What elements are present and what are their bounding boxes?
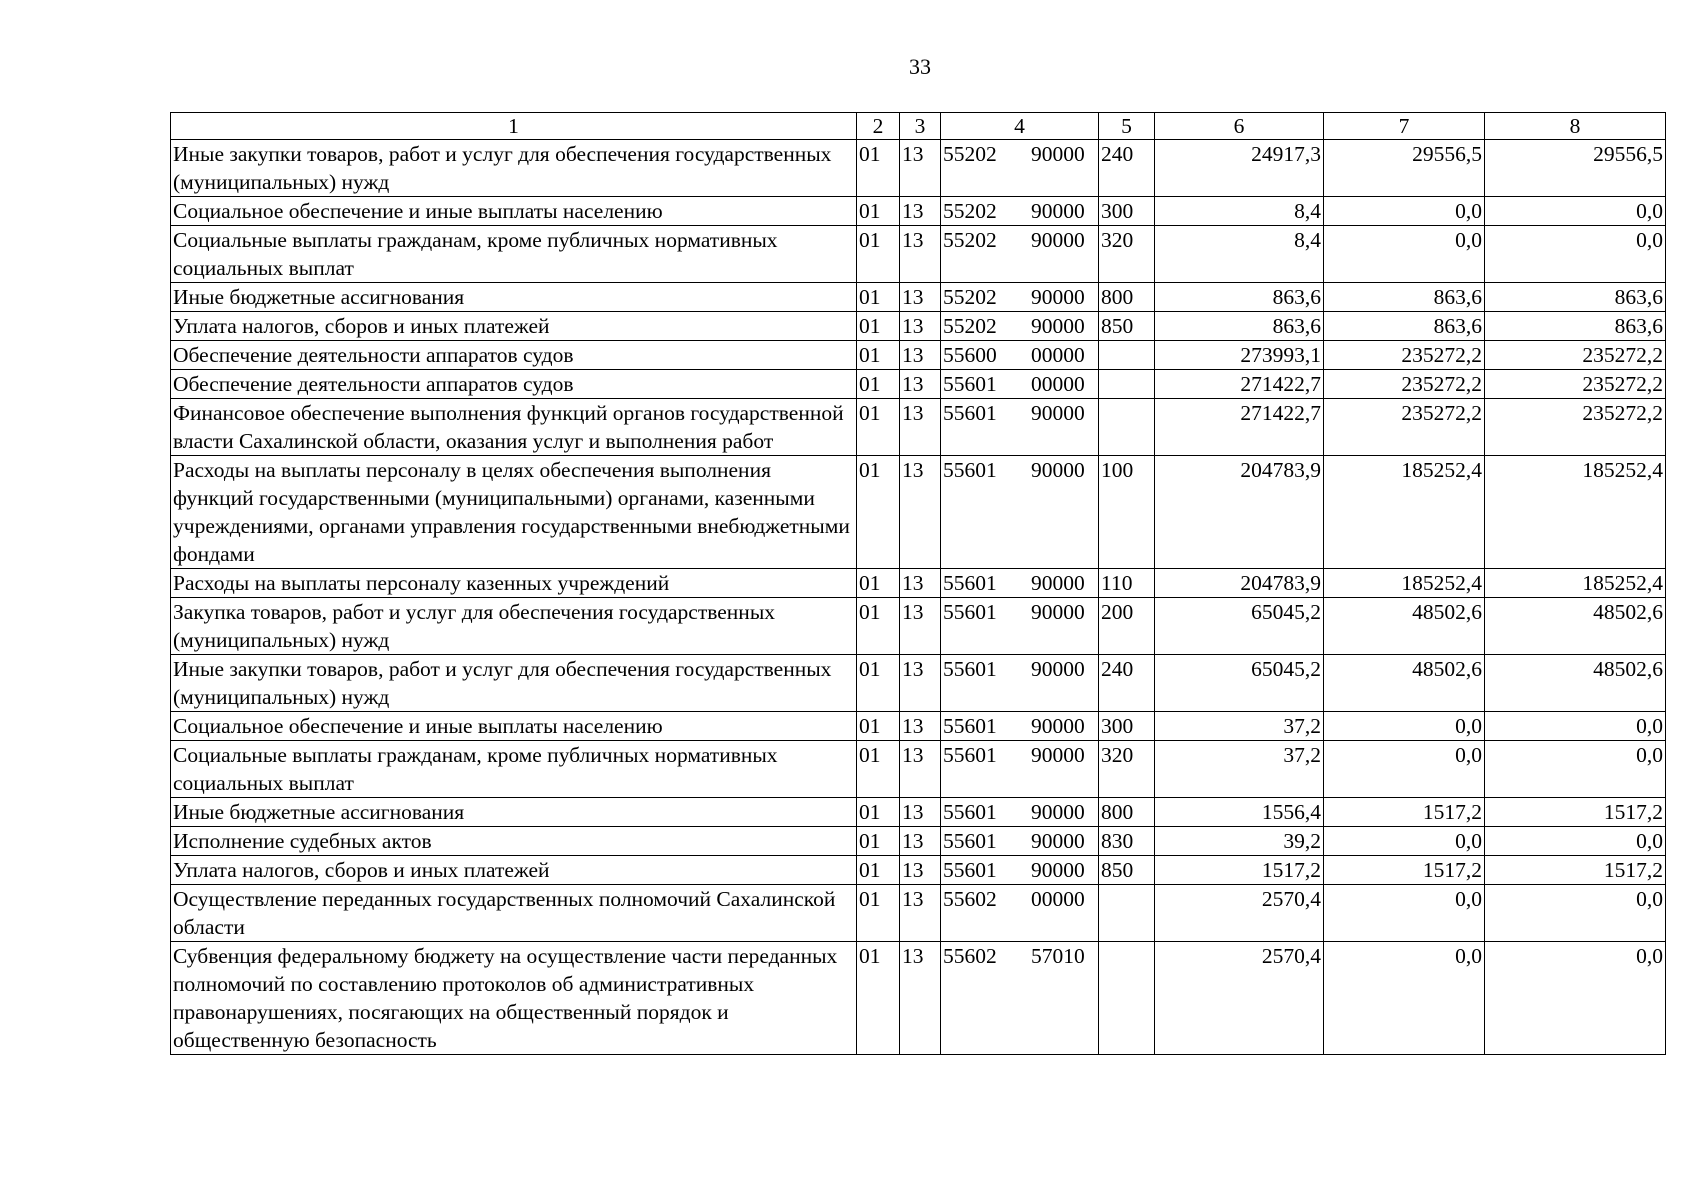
target-article-cell [941, 712, 1099, 741]
expense-type-cell [1099, 370, 1155, 399]
target-article-part2: 00000 [1031, 372, 1085, 396]
target-article-part2: 90000 [1031, 829, 1085, 853]
target-article-part2: 90000 [1031, 800, 1085, 824]
target-article-part2: 90000 [1031, 142, 1085, 166]
amount-col6-cell: 37,2 [1155, 741, 1324, 798]
subsection-code-cell: 13 [900, 655, 941, 712]
amount-col7-cell: 0,0 [1324, 942, 1485, 1055]
target-article-part2: 90000 [1031, 714, 1085, 738]
expense-type-cell [1099, 341, 1155, 370]
amount-col8-cell: 235272,2 [1485, 399, 1666, 456]
table-row [171, 741, 1666, 798]
expense-type-cell: 320 [1099, 226, 1155, 283]
row-name-cell: Социальные выплаты гражданам, кроме публичных нормативных социальных выплат [171, 741, 857, 798]
table-row [171, 569, 1666, 598]
row-name-cell: Исполнение судебных актов [171, 827, 857, 856]
section-code-cell: 01 [857, 741, 900, 798]
row-name-cell: Иные бюджетные ассигнования [171, 798, 857, 827]
target-article-cell [941, 856, 1099, 885]
amount-col6-cell: 24917,3 [1155, 140, 1324, 197]
table-row [171, 827, 1666, 856]
target-article-cell [941, 741, 1099, 798]
row-name-cell: Иные закупки товаров, работ и услуг для обеспечения государственных (муниципальных) нужд [171, 655, 857, 712]
target-article-part1: 55601 [943, 743, 997, 767]
target-article-part1: 55601 [943, 571, 997, 595]
target-article-cell [941, 798, 1099, 827]
table-row [171, 140, 1666, 197]
table-row [171, 712, 1666, 741]
table-row [171, 283, 1666, 312]
amount-col7-cell: 0,0 [1324, 226, 1485, 283]
row-name-cell: Субвенция федеральному бюджету на осуществление части переданных полномочий по составлению протоколов об административных правонарушениях, посягающих на общественный порядок и общественную безопасность [171, 942, 857, 1055]
amount-col7-cell: 1517,2 [1324, 798, 1485, 827]
expense-type-cell: 110 [1099, 569, 1155, 598]
subsection-code-cell: 13 [900, 942, 941, 1055]
expense-type-cell: 300 [1099, 197, 1155, 226]
target-article-part2: 00000 [1031, 887, 1085, 911]
header-cell: 7 [1324, 113, 1485, 140]
expense-type-cell: 100 [1099, 456, 1155, 569]
header-cell: 5 [1099, 113, 1155, 140]
table-row [171, 942, 1666, 1055]
target-article-part1: 55601 [943, 858, 997, 882]
expense-type-cell: 320 [1099, 741, 1155, 798]
section-code-cell: 01 [857, 312, 900, 341]
subsection-code-cell: 13 [900, 399, 941, 456]
section-code-cell: 01 [857, 341, 900, 370]
subsection-code-cell: 13 [900, 827, 941, 856]
amount-col7-cell: 29556,5 [1324, 140, 1485, 197]
amount-col8-cell: 0,0 [1485, 741, 1666, 798]
amount-col6-cell: 39,2 [1155, 827, 1324, 856]
table-row [171, 197, 1666, 226]
section-code-cell: 01 [857, 456, 900, 569]
target-article-part1: 55601 [943, 829, 997, 853]
target-article-part1: 55202 [943, 142, 997, 166]
expense-type-cell: 240 [1099, 140, 1155, 197]
amount-col6-cell: 2570,4 [1155, 885, 1324, 942]
target-article-part2: 90000 [1031, 314, 1085, 338]
target-article-part1: 55601 [943, 458, 997, 482]
expense-type-cell: 850 [1099, 312, 1155, 341]
amount-col6-cell: 863,6 [1155, 283, 1324, 312]
target-article-cell [941, 226, 1099, 283]
table-row [171, 226, 1666, 283]
header-cell: 2 [857, 113, 900, 140]
target-article-part1: 55602 [943, 887, 997, 911]
section-code-cell: 01 [857, 598, 900, 655]
subsection-code-cell: 13 [900, 197, 941, 226]
header-cell: 8 [1485, 113, 1666, 140]
table-row [171, 341, 1666, 370]
amount-col8-cell: 48502,6 [1485, 598, 1666, 655]
row-name-cell: Обеспечение деятельности аппаратов судов [171, 341, 857, 370]
row-name-cell: Иные закупки товаров, работ и услуг для обеспечения государственных (муниципальных) нужд [171, 140, 857, 197]
amount-col7-cell: 185252,4 [1324, 456, 1485, 569]
amount-col7-cell: 185252,4 [1324, 569, 1485, 598]
budget-table [170, 112, 1666, 1055]
target-article-part2: 57010 [1031, 944, 1085, 968]
target-article-cell [941, 655, 1099, 712]
subsection-code-cell: 13 [900, 598, 941, 655]
amount-col6-cell: 271422,7 [1155, 399, 1324, 456]
section-code-cell: 01 [857, 856, 900, 885]
row-name-cell: Социальные выплаты гражданам, кроме публичных нормативных социальных выплат [171, 226, 857, 283]
amount-col8-cell: 235272,2 [1485, 341, 1666, 370]
section-code-cell: 01 [857, 226, 900, 283]
expense-type-cell: 830 [1099, 827, 1155, 856]
amount-col6-cell: 2570,4 [1155, 942, 1324, 1055]
amount-col6-cell: 204783,9 [1155, 456, 1324, 569]
amount-col8-cell: 863,6 [1485, 283, 1666, 312]
target-article-part1: 55600 [943, 343, 997, 367]
amount-col6-cell: 204783,9 [1155, 569, 1324, 598]
amount-col6-cell: 37,2 [1155, 712, 1324, 741]
amount-col8-cell: 0,0 [1485, 885, 1666, 942]
section-code-cell: 01 [857, 197, 900, 226]
amount-col7-cell: 0,0 [1324, 885, 1485, 942]
target-article-cell [941, 827, 1099, 856]
target-article-part2: 90000 [1031, 199, 1085, 223]
target-article-part1: 55601 [943, 401, 997, 425]
target-article-part2: 90000 [1031, 401, 1085, 425]
amount-col8-cell: 0,0 [1485, 197, 1666, 226]
table-row [171, 798, 1666, 827]
row-name-cell: Финансовое обеспечение выполнения функций органов государственной власти Сахалинской области, оказания услуг и выполнения работ [171, 399, 857, 456]
subsection-code-cell: 13 [900, 569, 941, 598]
expense-type-cell: 850 [1099, 856, 1155, 885]
table-row [171, 312, 1666, 341]
section-code-cell: 01 [857, 399, 900, 456]
amount-col8-cell: 0,0 [1485, 942, 1666, 1055]
row-name-cell: Осуществление переданных государственных полномочий Сахалинской области [171, 885, 857, 942]
expense-type-cell: 200 [1099, 598, 1155, 655]
subsection-code-cell: 13 [900, 456, 941, 569]
subsection-code-cell: 13 [900, 140, 941, 197]
target-article-part1: 55202 [943, 285, 997, 309]
amount-col7-cell: 0,0 [1324, 197, 1485, 226]
amount-col7-cell: 235272,2 [1324, 370, 1485, 399]
amount-col8-cell: 185252,4 [1485, 456, 1666, 569]
target-article-cell [941, 197, 1099, 226]
amount-col6-cell: 65045,2 [1155, 655, 1324, 712]
target-article-cell [941, 399, 1099, 456]
amount-col7-cell: 48502,6 [1324, 598, 1485, 655]
subsection-code-cell: 13 [900, 226, 941, 283]
target-article-part1: 55202 [943, 228, 997, 252]
expense-type-cell [1099, 399, 1155, 456]
header-cell: 3 [900, 113, 941, 140]
table-row [171, 856, 1666, 885]
amount-col7-cell: 863,6 [1324, 283, 1485, 312]
amount-col8-cell: 1517,2 [1485, 856, 1666, 885]
subsection-code-cell: 13 [900, 712, 941, 741]
target-article-part1: 55602 [943, 944, 997, 968]
target-article-part1: 55601 [943, 714, 997, 738]
section-code-cell: 01 [857, 827, 900, 856]
subsection-code-cell: 13 [900, 741, 941, 798]
header-cell: 4 [941, 113, 1099, 140]
target-article-cell [941, 140, 1099, 197]
amount-col8-cell: 185252,4 [1485, 569, 1666, 598]
subsection-code-cell: 13 [900, 885, 941, 942]
table-row [171, 655, 1666, 712]
subsection-code-cell: 13 [900, 283, 941, 312]
section-code-cell: 01 [857, 798, 900, 827]
target-article-cell [941, 370, 1099, 399]
target-article-part1: 55601 [943, 800, 997, 824]
table-row [171, 598, 1666, 655]
target-article-cell [941, 598, 1099, 655]
amount-col8-cell: 29556,5 [1485, 140, 1666, 197]
section-code-cell: 01 [857, 655, 900, 712]
amount-col7-cell: 235272,2 [1324, 341, 1485, 370]
target-article-cell [941, 456, 1099, 569]
table-row [171, 370, 1666, 399]
expense-type-cell: 300 [1099, 712, 1155, 741]
section-code-cell: 01 [857, 140, 900, 197]
amount-col7-cell: 0,0 [1324, 827, 1485, 856]
section-code-cell: 01 [857, 283, 900, 312]
target-article-cell [941, 283, 1099, 312]
amount-col6-cell: 273993,1 [1155, 341, 1324, 370]
table-row [171, 885, 1666, 942]
amount-col7-cell: 863,6 [1324, 312, 1485, 341]
section-code-cell: 01 [857, 569, 900, 598]
expense-type-cell [1099, 942, 1155, 1055]
table-row [171, 399, 1666, 456]
expense-type-cell: 800 [1099, 798, 1155, 827]
amount-col8-cell: 0,0 [1485, 712, 1666, 741]
table-header-row [171, 113, 1666, 140]
amount-col6-cell: 863,6 [1155, 312, 1324, 341]
target-article-part1: 55601 [943, 657, 997, 681]
section-code-cell: 01 [857, 885, 900, 942]
amount-col6-cell: 271422,7 [1155, 370, 1324, 399]
row-name-cell: Иные бюджетные ассигнования [171, 283, 857, 312]
target-article-part2: 90000 [1031, 858, 1085, 882]
target-article-cell [941, 341, 1099, 370]
target-article-part1: 55202 [943, 314, 997, 338]
target-article-part1: 55601 [943, 600, 997, 624]
row-name-cell: Расходы на выплаты персоналу казенных учреждений [171, 569, 857, 598]
amount-col6-cell: 8,4 [1155, 226, 1324, 283]
target-article-part2: 00000 [1031, 343, 1085, 367]
table-row [171, 456, 1666, 569]
subsection-code-cell: 13 [900, 798, 941, 827]
target-article-cell [941, 942, 1099, 1055]
target-article-part2: 90000 [1031, 571, 1085, 595]
amount-col6-cell: 1517,2 [1155, 856, 1324, 885]
amount-col6-cell: 65045,2 [1155, 598, 1324, 655]
amount-col8-cell: 48502,6 [1485, 655, 1666, 712]
amount-col7-cell: 48502,6 [1324, 655, 1485, 712]
target-article-cell [941, 312, 1099, 341]
target-article-part2: 90000 [1031, 600, 1085, 624]
amount-col8-cell: 1517,2 [1485, 798, 1666, 827]
section-code-cell: 01 [857, 942, 900, 1055]
subsection-code-cell: 13 [900, 312, 941, 341]
expense-type-cell: 800 [1099, 283, 1155, 312]
target-article-cell [941, 885, 1099, 942]
amount-col8-cell: 0,0 [1485, 226, 1666, 283]
row-name-cell: Уплата налогов, сборов и иных платежей [171, 856, 857, 885]
target-article-part2: 90000 [1031, 228, 1085, 252]
page-number: 33 [909, 54, 931, 79]
amount-col8-cell: 863,6 [1485, 312, 1666, 341]
subsection-code-cell: 13 [900, 370, 941, 399]
target-article-part1: 55202 [943, 199, 997, 223]
section-code-cell: 01 [857, 712, 900, 741]
subsection-code-cell: 13 [900, 341, 941, 370]
target-article-part2: 90000 [1031, 657, 1085, 681]
amount-col8-cell: 235272,2 [1485, 370, 1666, 399]
target-article-part2: 90000 [1031, 743, 1085, 767]
amount-col7-cell: 235272,2 [1324, 399, 1485, 456]
row-name-cell: Социальное обеспечение и иные выплаты населению [171, 712, 857, 741]
header-cell: 6 [1155, 113, 1324, 140]
target-article-part2: 90000 [1031, 458, 1085, 482]
row-name-cell: Социальное обеспечение и иные выплаты населению [171, 197, 857, 226]
amount-col8-cell: 0,0 [1485, 827, 1666, 856]
expense-type-cell: 240 [1099, 655, 1155, 712]
target-article-part1: 55601 [943, 372, 997, 396]
subsection-code-cell: 13 [900, 856, 941, 885]
header-cell: 1 [171, 113, 857, 140]
amount-col7-cell: 1517,2 [1324, 856, 1485, 885]
row-name-cell: Уплата налогов, сборов и иных платежей [171, 312, 857, 341]
amount-col6-cell: 1556,4 [1155, 798, 1324, 827]
amount-col7-cell: 0,0 [1324, 741, 1485, 798]
expense-type-cell [1099, 885, 1155, 942]
target-article-cell [941, 569, 1099, 598]
row-name-cell: Расходы на выплаты персоналу в целях обеспечения выполнения функций государственными (муниципальными) органами, казенными учреждениями, органами управления государственными внебюджетными фондами [171, 456, 857, 569]
row-name-cell: Обеспечение деятельности аппаратов судов [171, 370, 857, 399]
amount-col7-cell: 0,0 [1324, 712, 1485, 741]
row-name-cell: Закупка товаров, работ и услуг для обеспечения государственных (муниципальных) нужд [171, 598, 857, 655]
section-code-cell: 01 [857, 370, 900, 399]
target-article-part2: 90000 [1031, 285, 1085, 309]
amount-col6-cell: 8,4 [1155, 197, 1324, 226]
